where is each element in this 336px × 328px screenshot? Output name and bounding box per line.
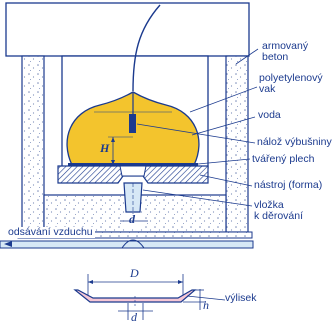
dim-d-top: d <box>129 212 135 226</box>
label-poly-bag-1: polyetylenový <box>259 72 323 84</box>
label-insert-2: k děrování <box>254 210 304 222</box>
label-cutout: výlisek <box>225 292 257 304</box>
dim-D: D <box>130 266 139 280</box>
label-explosive-charge: nálož výbušniny <box>257 136 332 148</box>
label-armored-concrete-1: armovaný <box>262 40 309 52</box>
top-slab <box>6 3 249 56</box>
air-suction-channel <box>0 241 253 248</box>
label-armored-concrete-2: beton <box>262 51 289 63</box>
cutout-profile <box>75 274 225 320</box>
label-tool-mold: nástroj (forma) <box>254 179 323 191</box>
dim-H: H <box>100 141 110 155</box>
dim-d-bottom: d <box>131 310 137 324</box>
explosive-charge <box>129 114 136 133</box>
label-water: voda <box>258 109 281 121</box>
label-air-suction: odsávání vzduchu <box>8 226 93 238</box>
label-insert-1: vložka <box>254 199 284 211</box>
mold-cavity <box>120 166 146 176</box>
dim-h: h <box>203 298 209 312</box>
label-formed-sheet: tvářený plech <box>252 153 315 165</box>
label-poly-bag-2: vak <box>259 83 276 95</box>
